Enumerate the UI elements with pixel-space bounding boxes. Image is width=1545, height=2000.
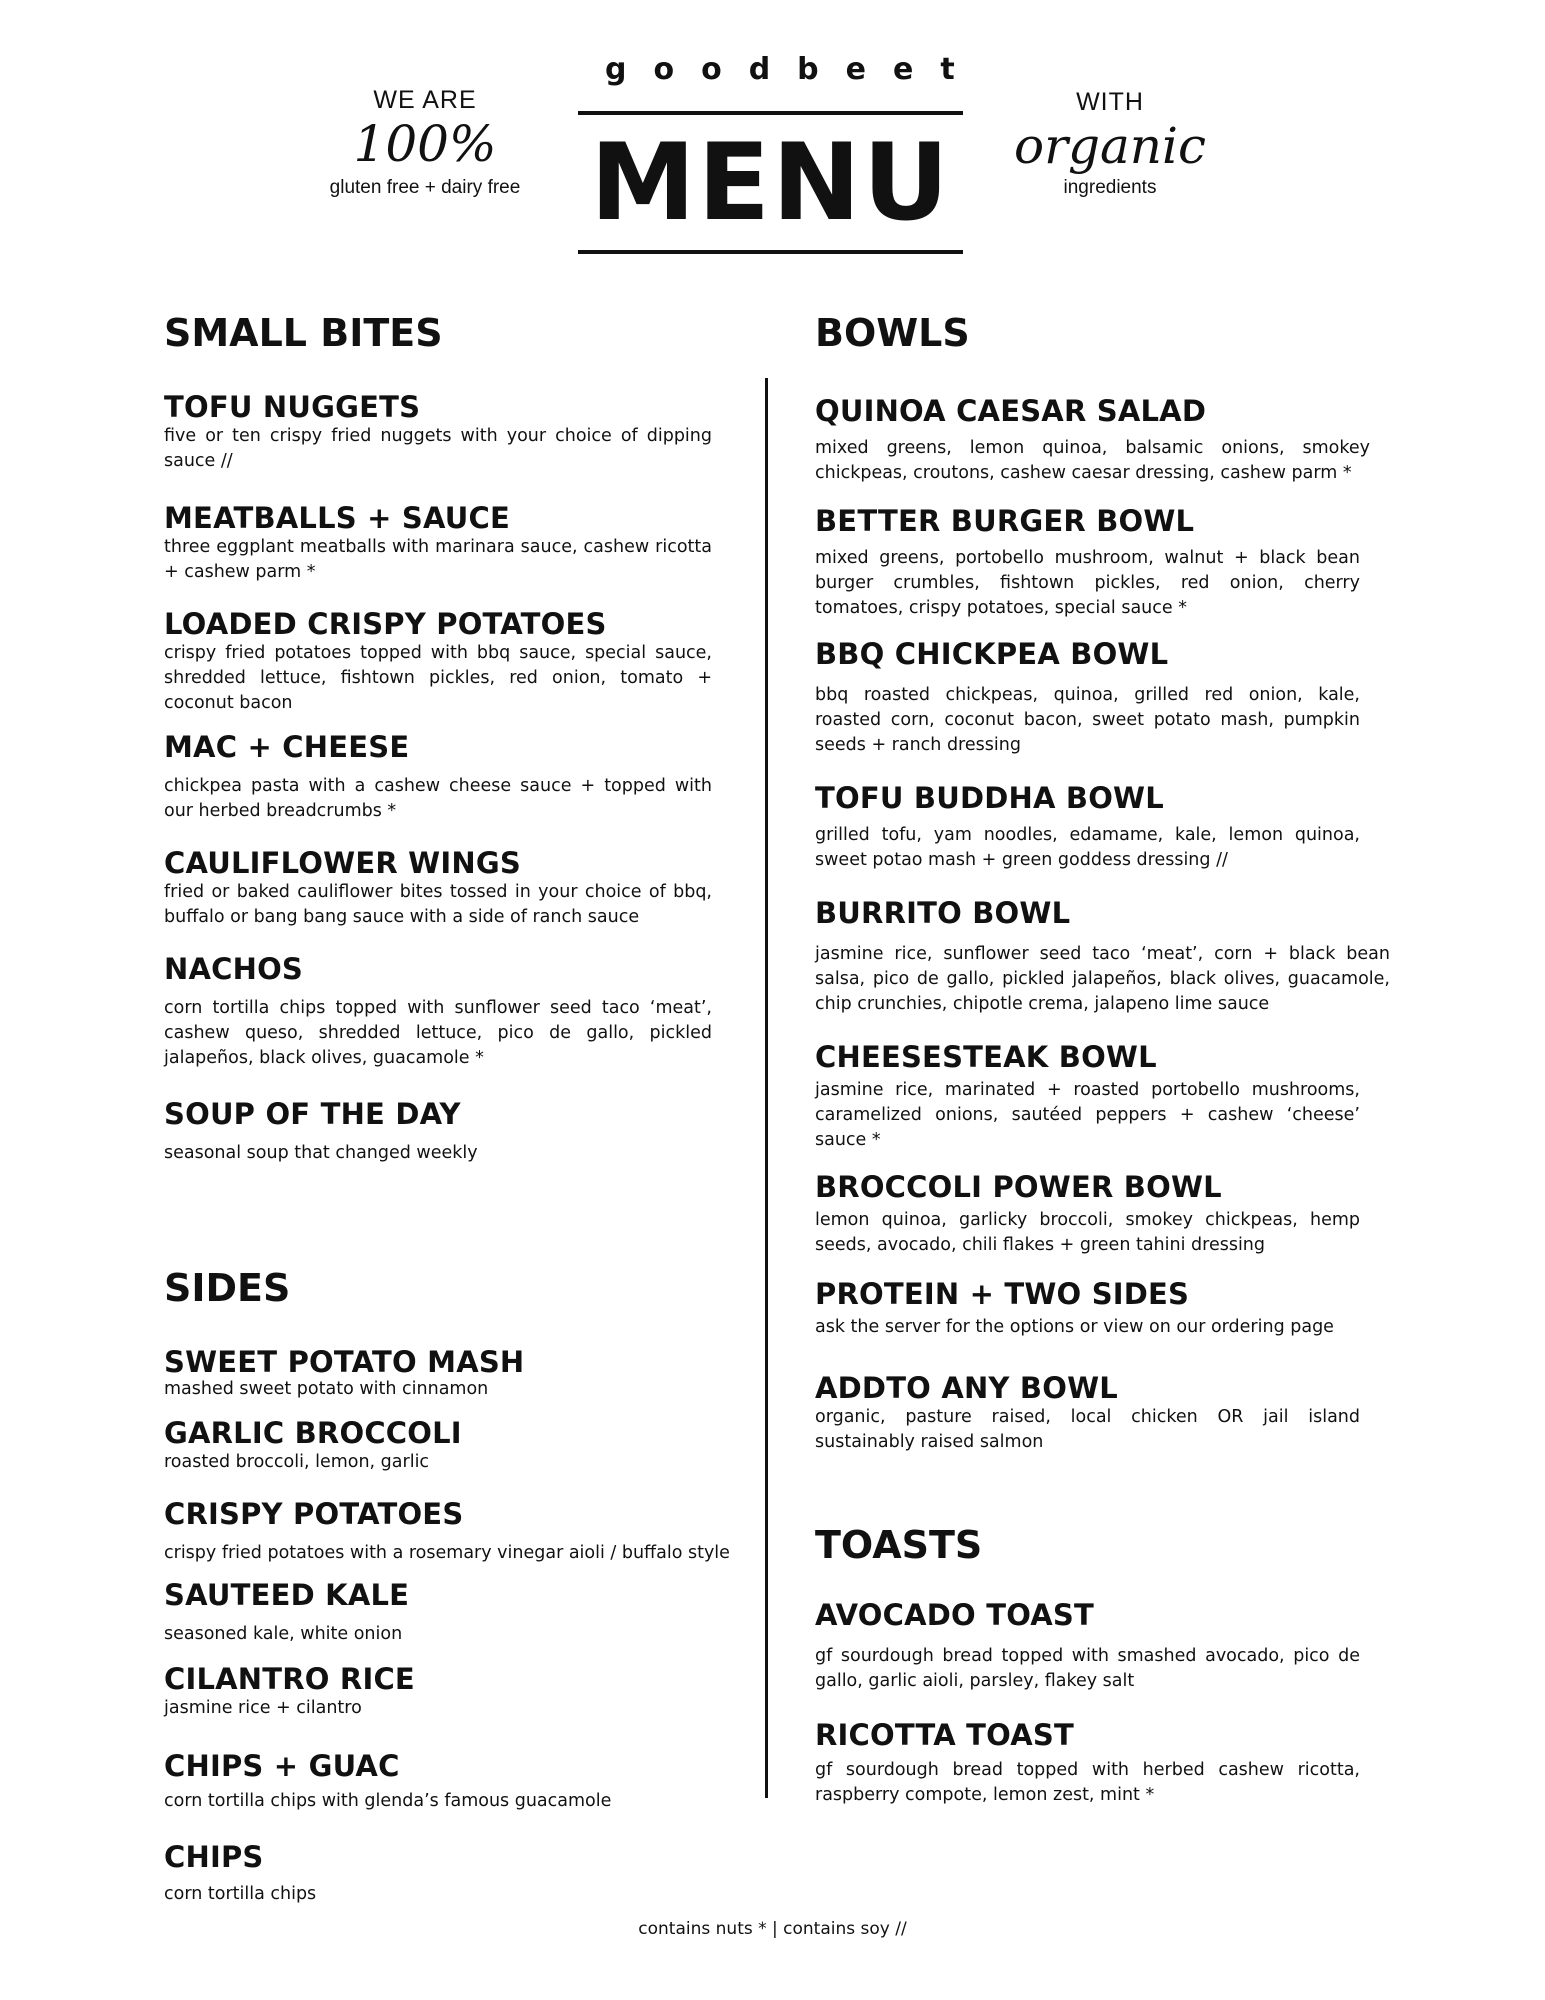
item-description: jasmine rice, marinated + roasted portobello mushrooms, caramelized onions, sautéed peppers + cashew ‘cheese’ sauce * [815, 1080, 1360, 1150]
section-title-sides: SIDES [164, 1266, 291, 1310]
item-description: grilled tofu, yam noodles, edamame, kale, lemon quinoa, sweet potao mash + green goddess dressing // [815, 825, 1360, 870]
badge-script-text: 100% [353, 115, 497, 173]
item-name: SOUP OF THE DAY [164, 1097, 461, 1131]
item-name: BROCCOLI POWER BOWL [815, 1170, 1222, 1204]
item-description: gf sourdough bread topped with smashed avocado, pico de gallo, garlic aioli, parsley, flakey salt [815, 1646, 1360, 1691]
item-description: chickpea pasta with a cashew cheese sauce + topped with our herbed breadcrumbs * [164, 776, 712, 821]
badge-bottom-text: gluten free + dairy free [329, 177, 521, 198]
item-description: organic, pasture raised, local chicken OR jail island sustainably raised salmon [815, 1407, 1360, 1452]
menu-item [815, 504, 1360, 621]
menu-item [164, 390, 712, 474]
item-description: mashed sweet potato with cinnamon [164, 1379, 489, 1399]
menu-item [164, 846, 712, 930]
menu-item [815, 637, 1360, 758]
item-name: ADDTO ANY BOWL [815, 1371, 1118, 1405]
menu-item [815, 1718, 1360, 1808]
item-description: seasoned kale, white onion [164, 1624, 403, 1644]
section-title-toasts: TOASTS [815, 1523, 983, 1567]
item-name: MAC + CHEESE [164, 730, 410, 764]
item-description: bbq roasted chickpeas, quinoa, grilled red onion, kale, roasted corn, coconut bacon, sweet potato mash, pumpkin seeds + ranch dressing [815, 685, 1360, 755]
menu-item [164, 730, 712, 824]
title-top-rule [578, 111, 963, 115]
item-name: LOADED CRISPY POTATOES [164, 607, 607, 641]
item-description: three eggplant meatballs with marinara sauce, cashew ricotta + cashew parm * [164, 537, 712, 582]
item-description: corn tortilla chips [164, 1884, 317, 1904]
item-name: BBQ CHICKPEA BOWL [815, 637, 1169, 671]
item-name: BETTER BURGER BOWL [815, 504, 1195, 538]
item-name: BURRITO BOWL [815, 896, 1071, 930]
item-description: seasonal soup that changed weekly [164, 1143, 478, 1163]
item-description: roasted broccoli, lemon, garlic [164, 1452, 430, 1472]
item-name: GARLIC BROCCOLI [164, 1416, 462, 1450]
gluten-free-badge [300, 86, 550, 199]
menu-item [164, 1662, 764, 1721]
item-description: five or ten crispy fried nuggets with your choice of dipping sauce // [164, 426, 712, 471]
item-name: SAUTEED KALE [164, 1578, 410, 1612]
item-name: TOFU NUGGETS [164, 390, 421, 424]
item-name: CAULIFLOWER WINGS [164, 846, 521, 880]
menu-item [815, 1040, 1360, 1153]
menu-item [164, 1840, 764, 1907]
item-description: lemon quinoa, garlicky broccoli, smokey chickpeas, hemp seeds, avocado, chili flakes + green tahini dressing [815, 1210, 1360, 1255]
badge-bottom-text: ingredients [1063, 177, 1157, 198]
menu-item [164, 1097, 712, 1166]
item-name: CILANTRO RICE [164, 1662, 415, 1696]
item-name: CHIPS + GUAC [164, 1749, 400, 1783]
item-name: CRISPY POTATOES [164, 1497, 464, 1531]
section-title-small-bites: SMALL BITES [164, 311, 443, 355]
menu-title: MENU [590, 121, 951, 244]
menu-item [164, 952, 712, 1071]
item-description: fried or baked cauliflower bites tossed in your choice of bbq, buffalo or bang bang sauce with a side of ranch sauce [164, 882, 712, 927]
allergen-legend: contains nuts * | contains soy // [638, 1919, 907, 1939]
item-name: TOFU BUDDHA BOWL [815, 781, 1164, 815]
menu-item [164, 1578, 764, 1647]
item-name: RICOTTA TOAST [815, 1718, 1074, 1752]
menu-item [815, 1277, 1360, 1340]
item-description: mixed greens, portobello mushroom, walnut + black bean burger crumbles, fishtown pickles, red onion, cherry tomatoes, crispy potatoes, special sauce * [815, 548, 1360, 618]
item-name: SWEET POTATO MASH [164, 1345, 525, 1379]
menu-item [164, 1416, 764, 1475]
item-name: NACHOS [164, 952, 304, 986]
section-title-bowls: BOWLS [815, 311, 970, 355]
item-description: corn tortilla chips with glenda’s famous guacamole [164, 1791, 612, 1811]
menu-item [815, 1598, 1360, 1694]
item-name: PROTEIN + TWO SIDES [815, 1277, 1190, 1311]
item-name: CHEESESTEAK BOWL [815, 1040, 1157, 1074]
item-name: QUINOA CAESAR SALAD [815, 394, 1207, 428]
badge-top-text: WE ARE [373, 86, 477, 114]
badge-script-text: organic [1013, 117, 1207, 175]
item-description: crispy fried potatoes with a rosemary vinegar aioli / buffalo style [164, 1543, 730, 1563]
title-bottom-rule [578, 250, 963, 254]
item-name: AVOCADO TOAST [815, 1598, 1094, 1632]
menu-item [164, 1497, 764, 1566]
item-description: mixed greens, lemon quinoa, balsamic onions, smokey chickpeas, croutons, cashew caesar dressing, cashew parm * [815, 438, 1370, 483]
item-description: crispy fried potatoes topped with bbq sauce, special sauce, shredded lettuce, fishtown pickles, red onion, tomato + coconut bacon [164, 643, 712, 713]
menu-item [815, 1371, 1360, 1455]
menu-item [164, 1345, 764, 1399]
column-divider [765, 378, 768, 1798]
menu-item [815, 896, 1390, 1017]
badge-top-text: WITH [1076, 88, 1144, 116]
organic-badge [1000, 88, 1220, 199]
item-description: ask the server for the options or view on our ordering page [815, 1317, 1334, 1337]
menu-item [815, 781, 1360, 873]
item-description: jasmine rice, sunflower seed taco ‘meat’, corn + black bean salsa, pico de gallo, pickled jalapeños, black olives, guacamole, chip crunchies, chipotle crema, jalapeno lime sauce [815, 944, 1390, 1014]
item-name: CHIPS [164, 1840, 264, 1874]
menu-item [164, 501, 712, 585]
item-description: gf sourdough bread topped with herbed cashew ricotta, raspberry compote, lemon zest, mint * [815, 1760, 1360, 1805]
menu-item [164, 607, 712, 716]
menu-item [815, 1170, 1360, 1258]
brand-name: goodbeet [605, 52, 982, 87]
menu-item [815, 394, 1370, 486]
item-name: MEATBALLS + SAUCE [164, 501, 511, 535]
item-description: corn tortilla chips topped with sunflower seed taco ‘meat’, cashew queso, shredded lettuce, pico de gallo, pickled jalapeños, black olives, guacamole * [164, 998, 712, 1068]
menu-item [164, 1749, 764, 1814]
item-description: jasmine rice + cilantro [164, 1698, 362, 1718]
